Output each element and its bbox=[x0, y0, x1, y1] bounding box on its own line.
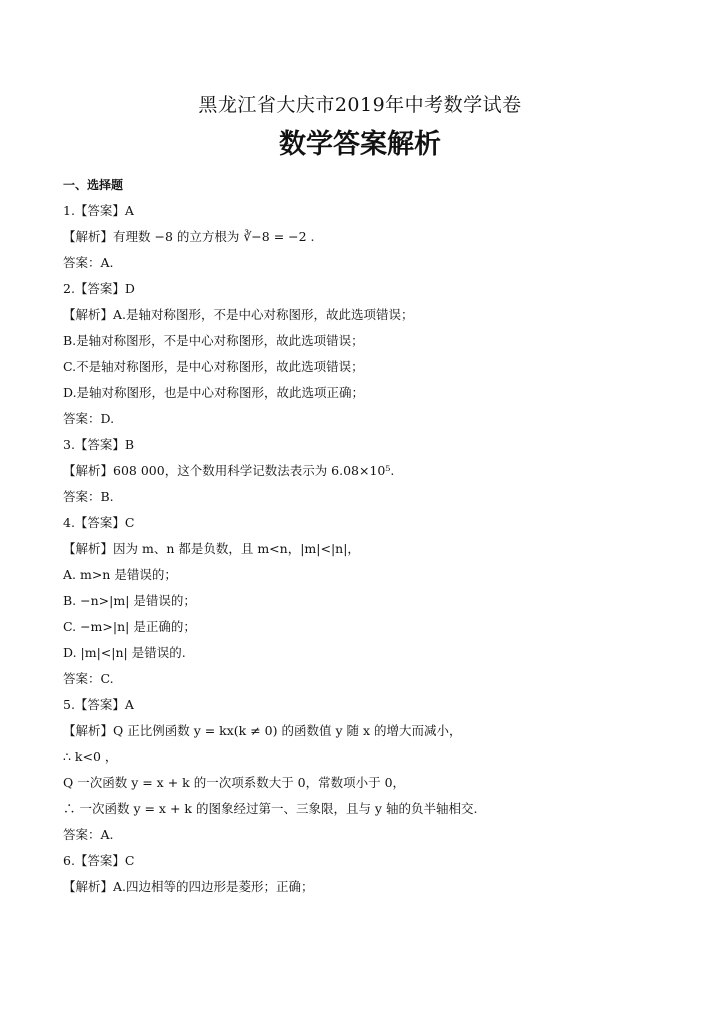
analysis-line: C. −m>|n| 是正确的； bbox=[63, 619, 196, 634]
analysis-line: 【解析】608 000，这个数用科学记数法表示为 6.08×10⁵. bbox=[63, 463, 395, 478]
answer-line: 5.【答案】A bbox=[63, 697, 134, 712]
answer-line: 答案：A. bbox=[63, 827, 114, 842]
section-heading: 一、选择题 bbox=[63, 178, 124, 192]
analysis-line: 【解析】因为 m、n 都是负数，且 m<n，|m|<|n|， bbox=[63, 541, 360, 556]
analysis-line: ∴ k<0 ， bbox=[63, 749, 118, 764]
answer-line: 答案：D. bbox=[63, 411, 115, 426]
analysis-line: 【解析】有理数 −8 的立方根为 ∛−8 = −2 . bbox=[63, 229, 315, 244]
analysis-line: D.是轴对称图形，也是中心对称图形，故此选项正确； bbox=[63, 385, 365, 400]
analysis-line: 【解析】Q 正比例函数 y = kx(k ≠ 0) 的函数值 y 随 x 的增大而减小， bbox=[63, 723, 462, 738]
document-title: 黑龙江省大庆市2019年中考数学试卷 bbox=[198, 94, 522, 116]
answer-line: 答案：C. bbox=[63, 671, 114, 686]
answer-line: 答案：B. bbox=[63, 489, 114, 504]
analysis-line: 【解析】A.是轴对称图形，不是中心对称图形，故此选项错误； bbox=[63, 307, 414, 322]
answer-line: 答案：A. bbox=[63, 255, 114, 270]
answer-line: 6.【答案】C bbox=[63, 853, 135, 868]
analysis-line: 【解析】A.四边相等的四边形是菱形；正确； bbox=[63, 879, 314, 894]
analysis-line: B.是轴对称图形，不是中心对称图形，故此选项错误； bbox=[63, 333, 364, 348]
analysis-line: ∴ 一次函数 y = x + k 的图象经过第一、三象限，且与 y 轴的负半轴相交. bbox=[63, 801, 478, 816]
document-subtitle: 数学答案解析 bbox=[279, 129, 441, 160]
analysis-line: C.不是轴对称图形，是中心对称图形，故此选项错误； bbox=[63, 359, 364, 374]
document-body bbox=[63, 172, 663, 900]
answer-line: 1.【答案】A bbox=[63, 203, 134, 218]
answer-line: 4.【答案】C bbox=[63, 515, 135, 530]
analysis-line: B. −n>|m| 是错误的； bbox=[63, 593, 196, 608]
analysis-line: Q 一次函数 y = x + k 的一次项系数大于 0，常数项小于 0， bbox=[63, 775, 406, 790]
analysis-line: D. |m|<|n| 是错误的. bbox=[63, 645, 186, 660]
answer-line: 3.【答案】B bbox=[63, 437, 135, 452]
answer-line: 2.【答案】D bbox=[63, 281, 135, 296]
analysis-line: A. m>n 是错误的； bbox=[63, 567, 177, 582]
